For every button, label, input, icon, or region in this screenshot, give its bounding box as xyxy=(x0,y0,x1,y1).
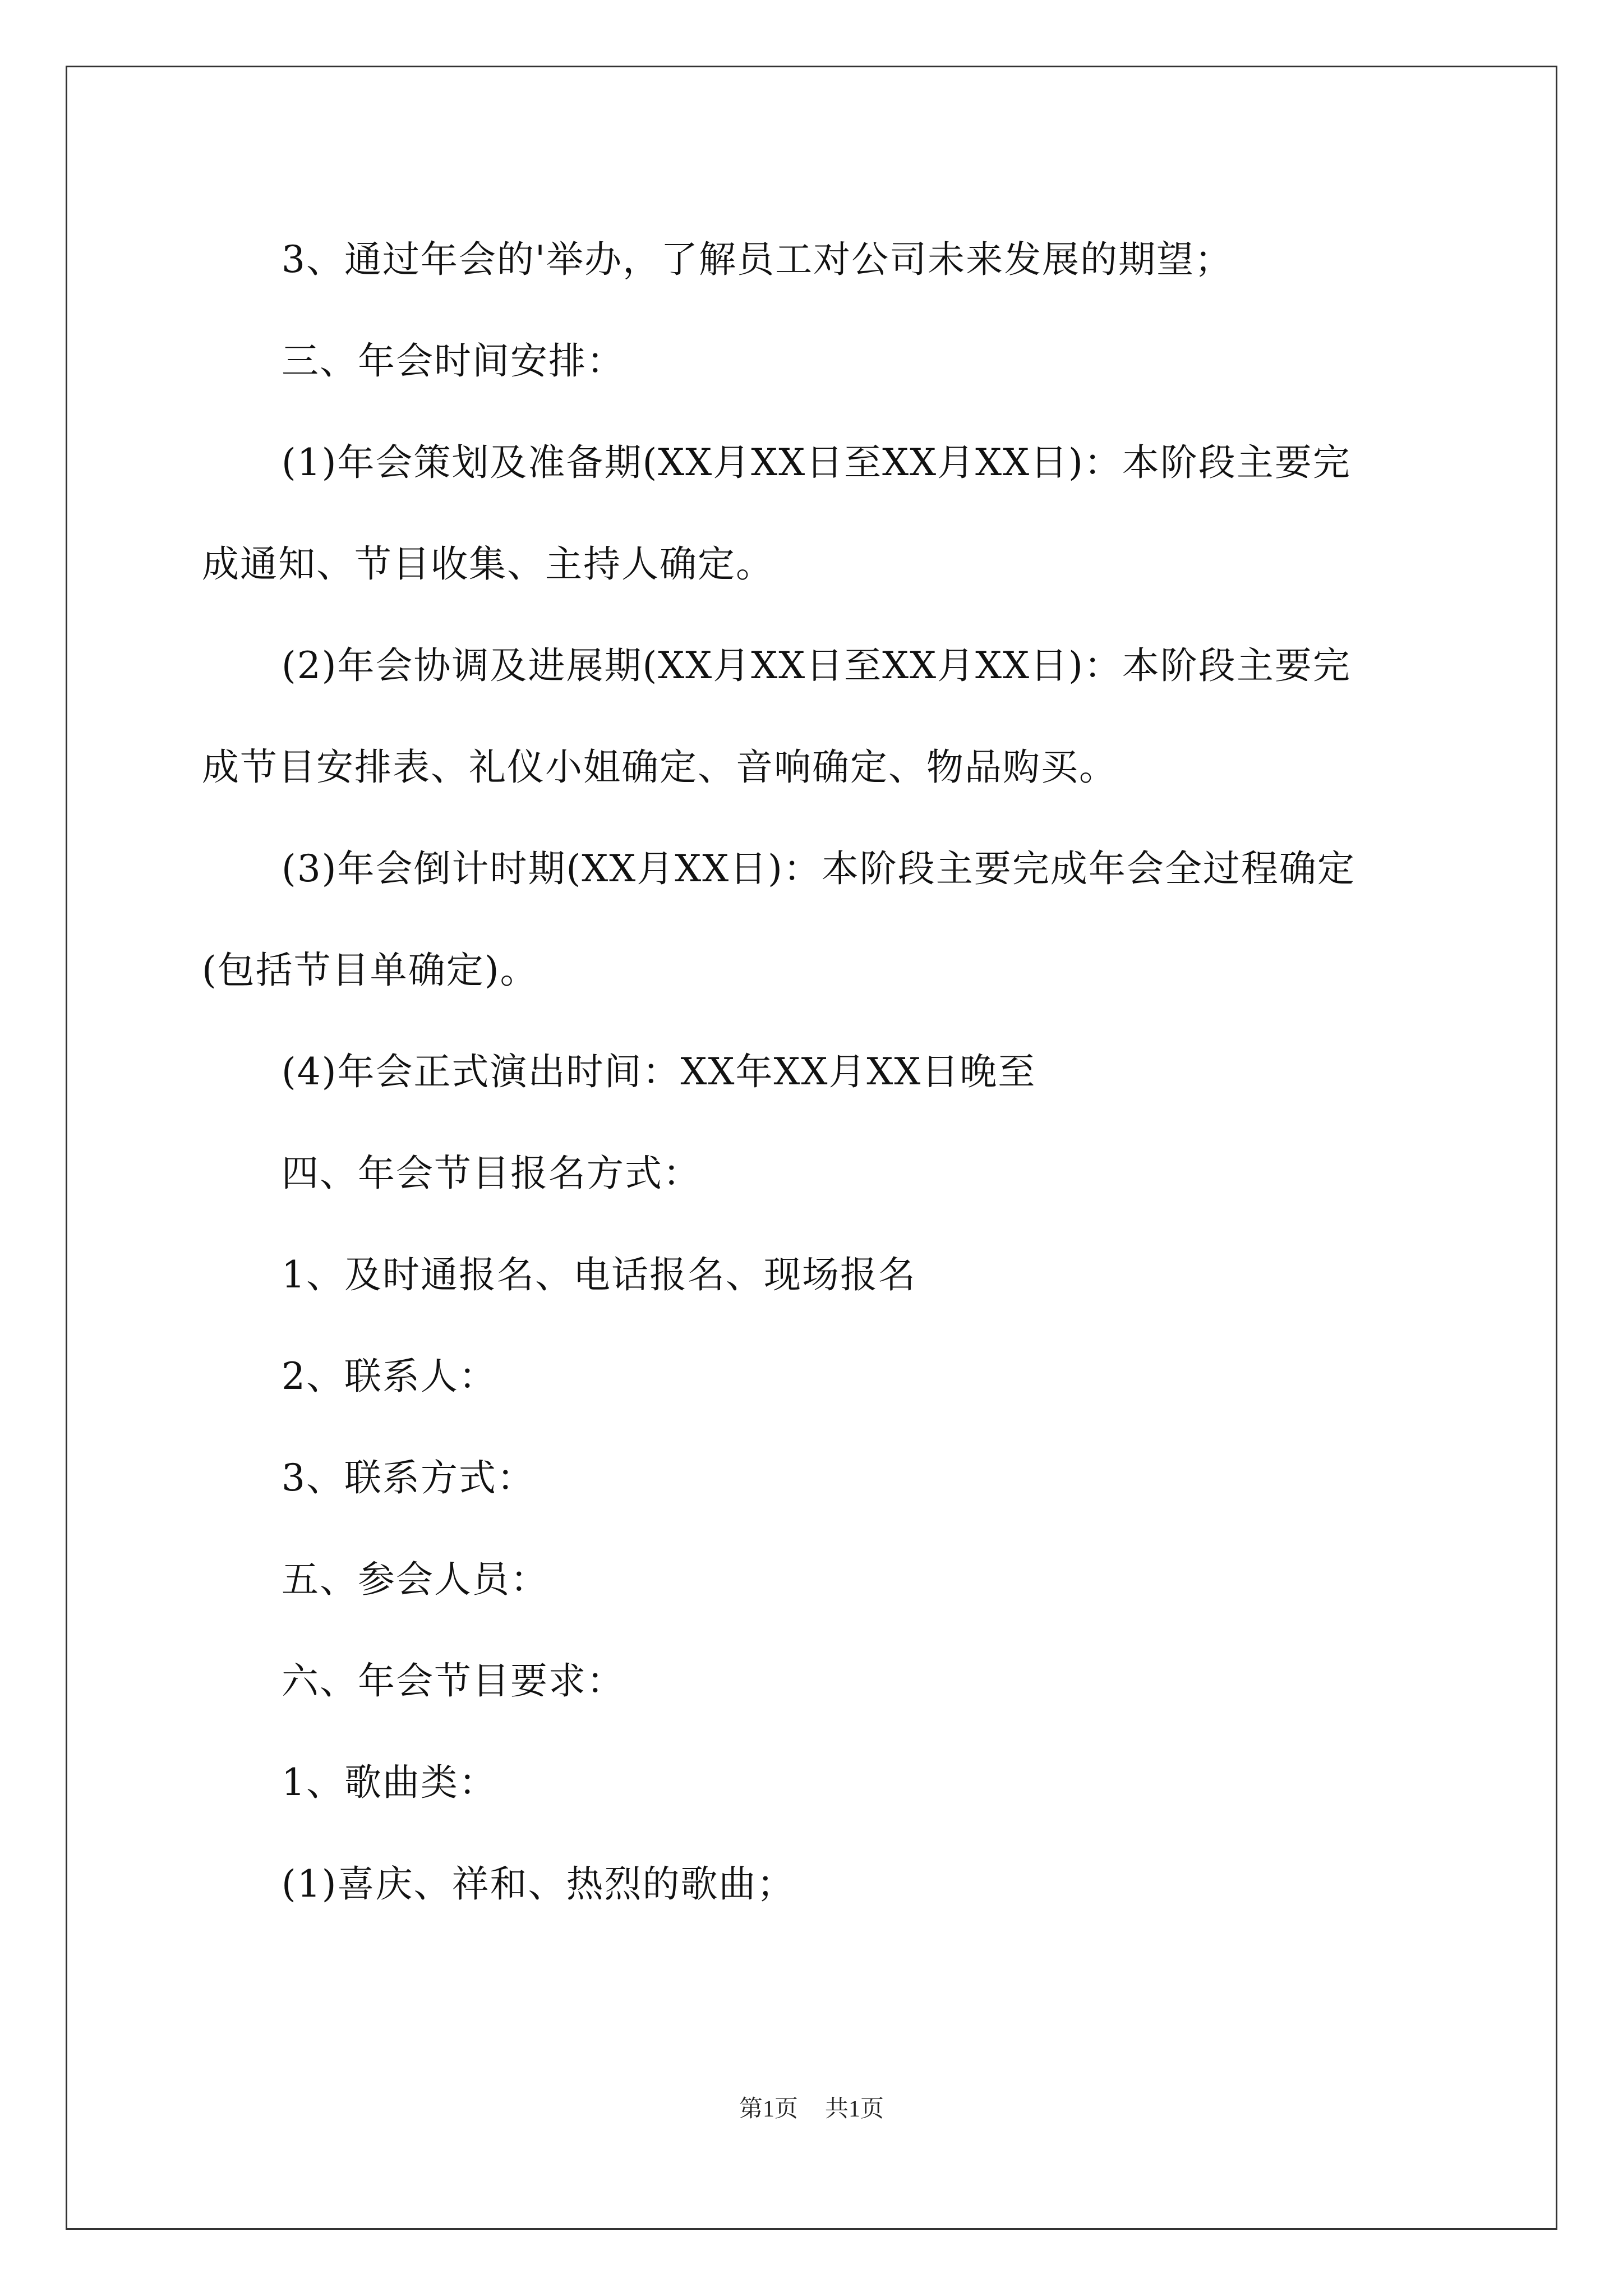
paragraph: (3)年会倒计时期(XX月XX日)：本阶段主要完成年会全过程确定 xyxy=(282,847,1355,890)
paragraph: 成节目安排表、礼仪小姐确定、音响确定、物品购买。 xyxy=(202,746,1117,789)
paragraph: (包括节目单确定)。 xyxy=(202,949,538,992)
paragraph: 1、歌曲类： xyxy=(282,1761,497,1804)
paragraph: 3、联系方式： xyxy=(282,1456,535,1499)
page-footer xyxy=(0,2092,1623,2126)
page-total: 共1页 xyxy=(825,2096,884,2122)
paragraph: 成通知、节目收集、主持人确定。 xyxy=(202,542,774,586)
paragraph: 2、联系人： xyxy=(282,1355,497,1398)
paragraph: 三、年会时间安排： xyxy=(282,339,625,383)
paragraph: (1)喜庆、祥和、热烈的歌曲； xyxy=(282,1862,795,1906)
page-number: 第1页 xyxy=(739,2096,798,2122)
document-body xyxy=(202,209,1436,1935)
paragraph: (1)年会策划及准备期(XX月XX日至XX月XX日)：本阶段主要完 xyxy=(282,441,1351,484)
paragraph: 五、参会人员： xyxy=(282,1558,548,1601)
paragraph: 1、及时通报名、电话报名、现场报名 xyxy=(282,1253,916,1296)
paragraph: 六、年会节目要求： xyxy=(282,1659,625,1703)
paragraph: (2)年会协调及进展期(XX月XX日至XX月XX日)：本阶段主要完 xyxy=(282,644,1351,687)
paragraph: 四、年会节目报名方式： xyxy=(282,1152,701,1195)
paragraph: 3、通过年会的'举办，了解员工对公司未来发展的期望； xyxy=(282,238,1233,281)
paragraph: (4)年会正式演出时间：XX年XX月XX日晚至 xyxy=(282,1050,1036,1093)
